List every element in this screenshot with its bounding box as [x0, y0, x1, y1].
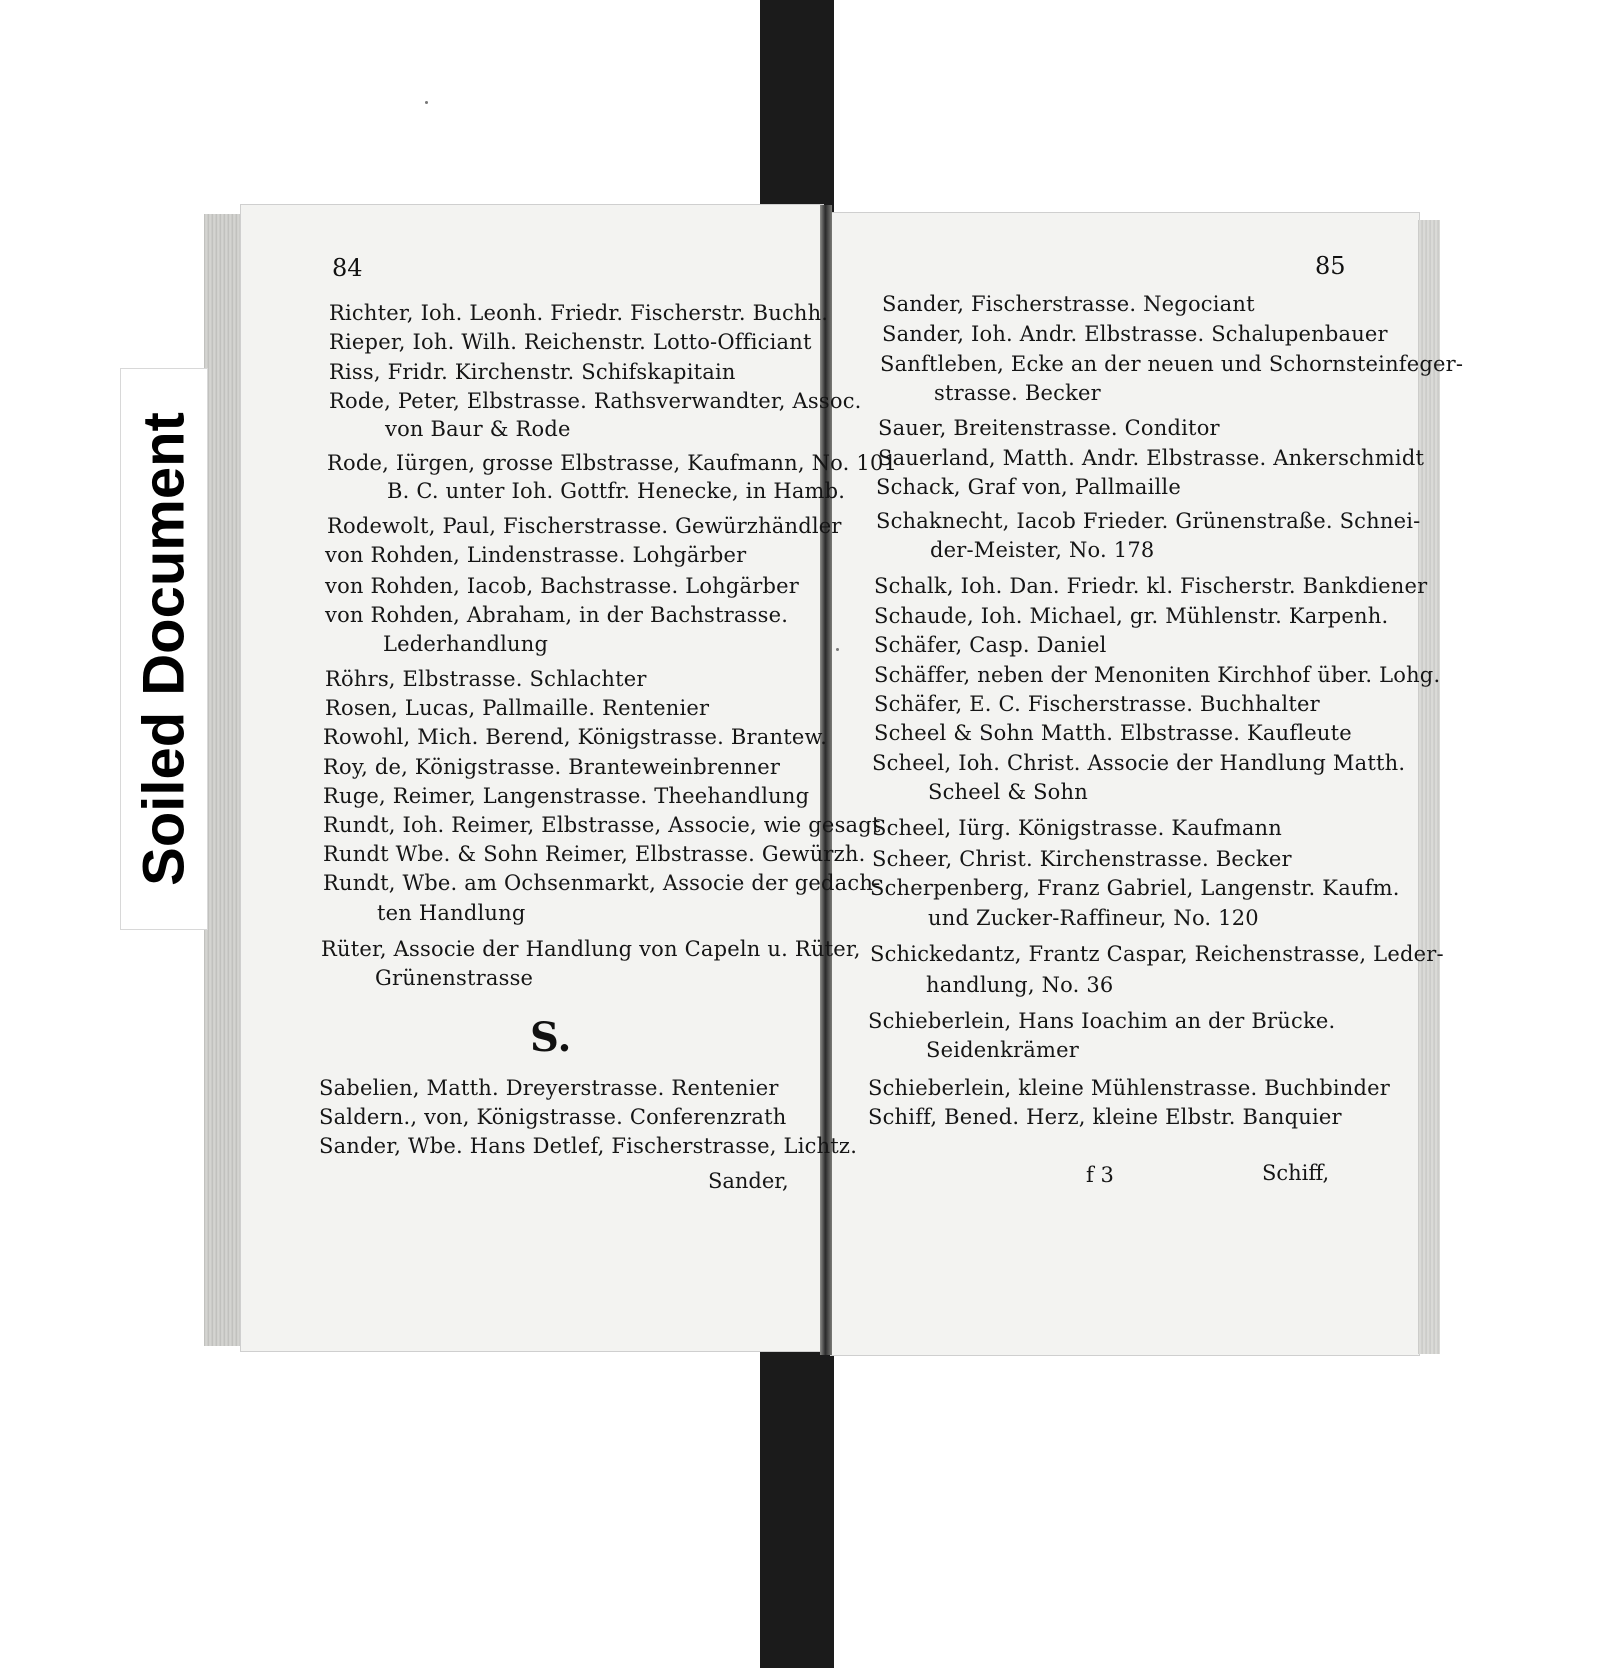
entry-line: Rundt, Wbe. am Ochsenmarkt, Associe der gedach-: [323, 871, 881, 895]
entry-line: Schickedantz, Frantz Caspar, Reichenstrasse, Leder-: [870, 942, 1444, 966]
entry-line: Schaknecht, Iacob Frieder. Grünenstraße. Schnei-: [876, 509, 1421, 533]
entry-line: Schäfer, E. C. Fischerstrasse. Buchhalter: [874, 692, 1320, 716]
entry-line: Schäffer, neben der Menoniten Kirchhof über. Lohg.: [874, 663, 1441, 687]
section-letter: S.: [530, 1014, 572, 1061]
entry-line: Sander, Fischerstrasse. Negociant: [882, 292, 1255, 316]
entry-line: Scherpenberg, Franz Gabriel, Langenstr. Kaufm.: [870, 876, 1400, 900]
entry-line-continued: der-Meister, No. 178: [930, 538, 1155, 562]
entry-line: Sauer, Breitenstrasse. Conditor: [878, 416, 1220, 440]
entry-line: Rieper, Ioh. Wilh. Reichenstr. Lotto-Officiant: [329, 330, 812, 354]
entry-line: Saldern., von, Königstrasse. Conferenzrath: [319, 1105, 787, 1129]
entry-line: Roy, de, Königstrasse. Branteweinbrenner: [323, 755, 781, 779]
entry-line: Sander, Wbe. Hans Detlef, Fischerstrasse, Lichtz.: [319, 1134, 858, 1158]
entry-line: Rode, Iürgen, grosse Elbstrasse, Kaufmann, No. 101: [327, 451, 898, 475]
entry-line-continued: Grünenstrasse: [375, 966, 534, 990]
entry-line: Scheel, Ioh. Christ. Associe der Handlung Matth.: [872, 751, 1406, 775]
entry-line: Schaude, Ioh. Michael, gr. Mühlenstr. Karpenh.: [874, 604, 1389, 628]
entry-line: Röhrs, Elbstrasse. Schlachter: [325, 667, 647, 691]
right-page: [830, 212, 1420, 1356]
entry-line: Scheel, Iürg. Königstrasse. Kaufmann: [872, 816, 1282, 840]
entry-line: Rodewolt, Paul, Fischerstrasse. Gewürzhändler: [327, 514, 842, 538]
entry-line: Rowohl, Mich. Berend, Königstrasse. Brantew.: [323, 725, 828, 749]
catchword-right: Schiff,: [1262, 1161, 1330, 1185]
right-page-edges: [1418, 220, 1440, 1354]
entry-line-continued: von Baur & Rode: [385, 417, 571, 441]
entry-line-continued: ten Handlung: [377, 901, 526, 925]
entry-line: Sanftleben, Ecke an der neuen und Schornsteinfeger-: [880, 352, 1464, 376]
speck: [425, 101, 428, 104]
entry-line: Schalk, Ioh. Dan. Friedr. kl. Fischerstr. Bankdiener: [874, 574, 1428, 598]
entry-line: Rode, Peter, Elbstrasse. Rathsverwandter, Assoc.: [329, 389, 862, 413]
entry-line: Riss, Fridr. Kirchenstr. Schifskapitain: [329, 360, 736, 384]
entry-line: Rosen, Lucas, Pallmaille. Rentenier: [325, 696, 710, 720]
entry-line: von Rohden, Lindenstrasse. Lohgärber: [325, 543, 747, 567]
entry-line: Schäfer, Casp. Daniel: [874, 633, 1107, 657]
entry-line: Schack, Graf von, Pallmaille: [876, 475, 1181, 499]
spine-strip-top: [760, 0, 834, 218]
entry-line: Scheel & Sohn Matth. Elbstrasse. Kaufleute: [874, 721, 1352, 745]
entry-line-continued: Scheel & Sohn: [928, 780, 1088, 804]
entry-line: Sabelien, Matth. Dreyerstrasse. Rentenier: [319, 1076, 779, 1100]
soiled-document-stamp: [120, 368, 208, 930]
entry-line-continued: strasse. Becker: [934, 381, 1101, 405]
entry-line: Ruge, Reimer, Langenstrasse. Theehandlung: [323, 784, 810, 808]
entry-line-continued: Lederhandlung: [383, 632, 549, 656]
left-page-edges: [204, 214, 244, 1346]
entry-line-continued: Seidenkrämer: [926, 1038, 1079, 1062]
entry-line: Rundt Wbe. & Sohn Reimer, Elbstrasse. Gewürzh.: [323, 842, 866, 866]
speck: [836, 648, 839, 651]
page-number-right: 85: [1315, 252, 1346, 280]
signature-mark: f 3: [1086, 1163, 1114, 1187]
entry-line: Rundt, Ioh. Reimer, Elbstrasse, Associe, wie gesagt: [323, 813, 881, 837]
entry-line: von Rohden, Iacob, Bachstrasse. Lohgärber: [325, 574, 800, 598]
entry-line: Schieberlein, Hans Ioachim an der Brücke.: [868, 1009, 1336, 1033]
entry-line: Schiff, Bened. Herz, kleine Elbstr. Banquier: [868, 1105, 1342, 1129]
entry-line: Rüter, Associe der Handlung von Capeln u. Rüter,: [321, 937, 861, 961]
entry-line: von Rohden, Abraham, in der Bachstrasse.: [325, 603, 789, 627]
entry-line-continued: und Zucker-Raffineur, No. 120: [928, 906, 1259, 930]
entry-line: Sauerland, Matth. Andr. Elbstrasse. Ankerschmidt: [878, 446, 1425, 470]
entry-line: Schieberlein, kleine Mühlenstrasse. Buchbinder: [868, 1076, 1391, 1100]
entry-line: Sander, Ioh. Andr. Elbstrasse. Schalupenbauer: [882, 322, 1388, 346]
entry-line-continued: B. C. unter Ioh. Gottfr. Henecke, in Hamb.: [387, 479, 846, 503]
catchword-left: Sander,: [708, 1169, 789, 1193]
stamp-label: Soiled Document: [131, 412, 197, 886]
entry-line: Scheer, Christ. Kirchenstrasse. Becker: [872, 847, 1292, 871]
entry-line: Richter, Ioh. Leonh. Friedr. Fischerstr. Buchh.: [329, 301, 829, 325]
page-number-left: 84: [332, 254, 363, 282]
book-gutter: [820, 205, 832, 1355]
spine-strip-bottom: [760, 1340, 834, 1668]
entry-line-continued: handlung, No. 36: [926, 973, 1114, 997]
